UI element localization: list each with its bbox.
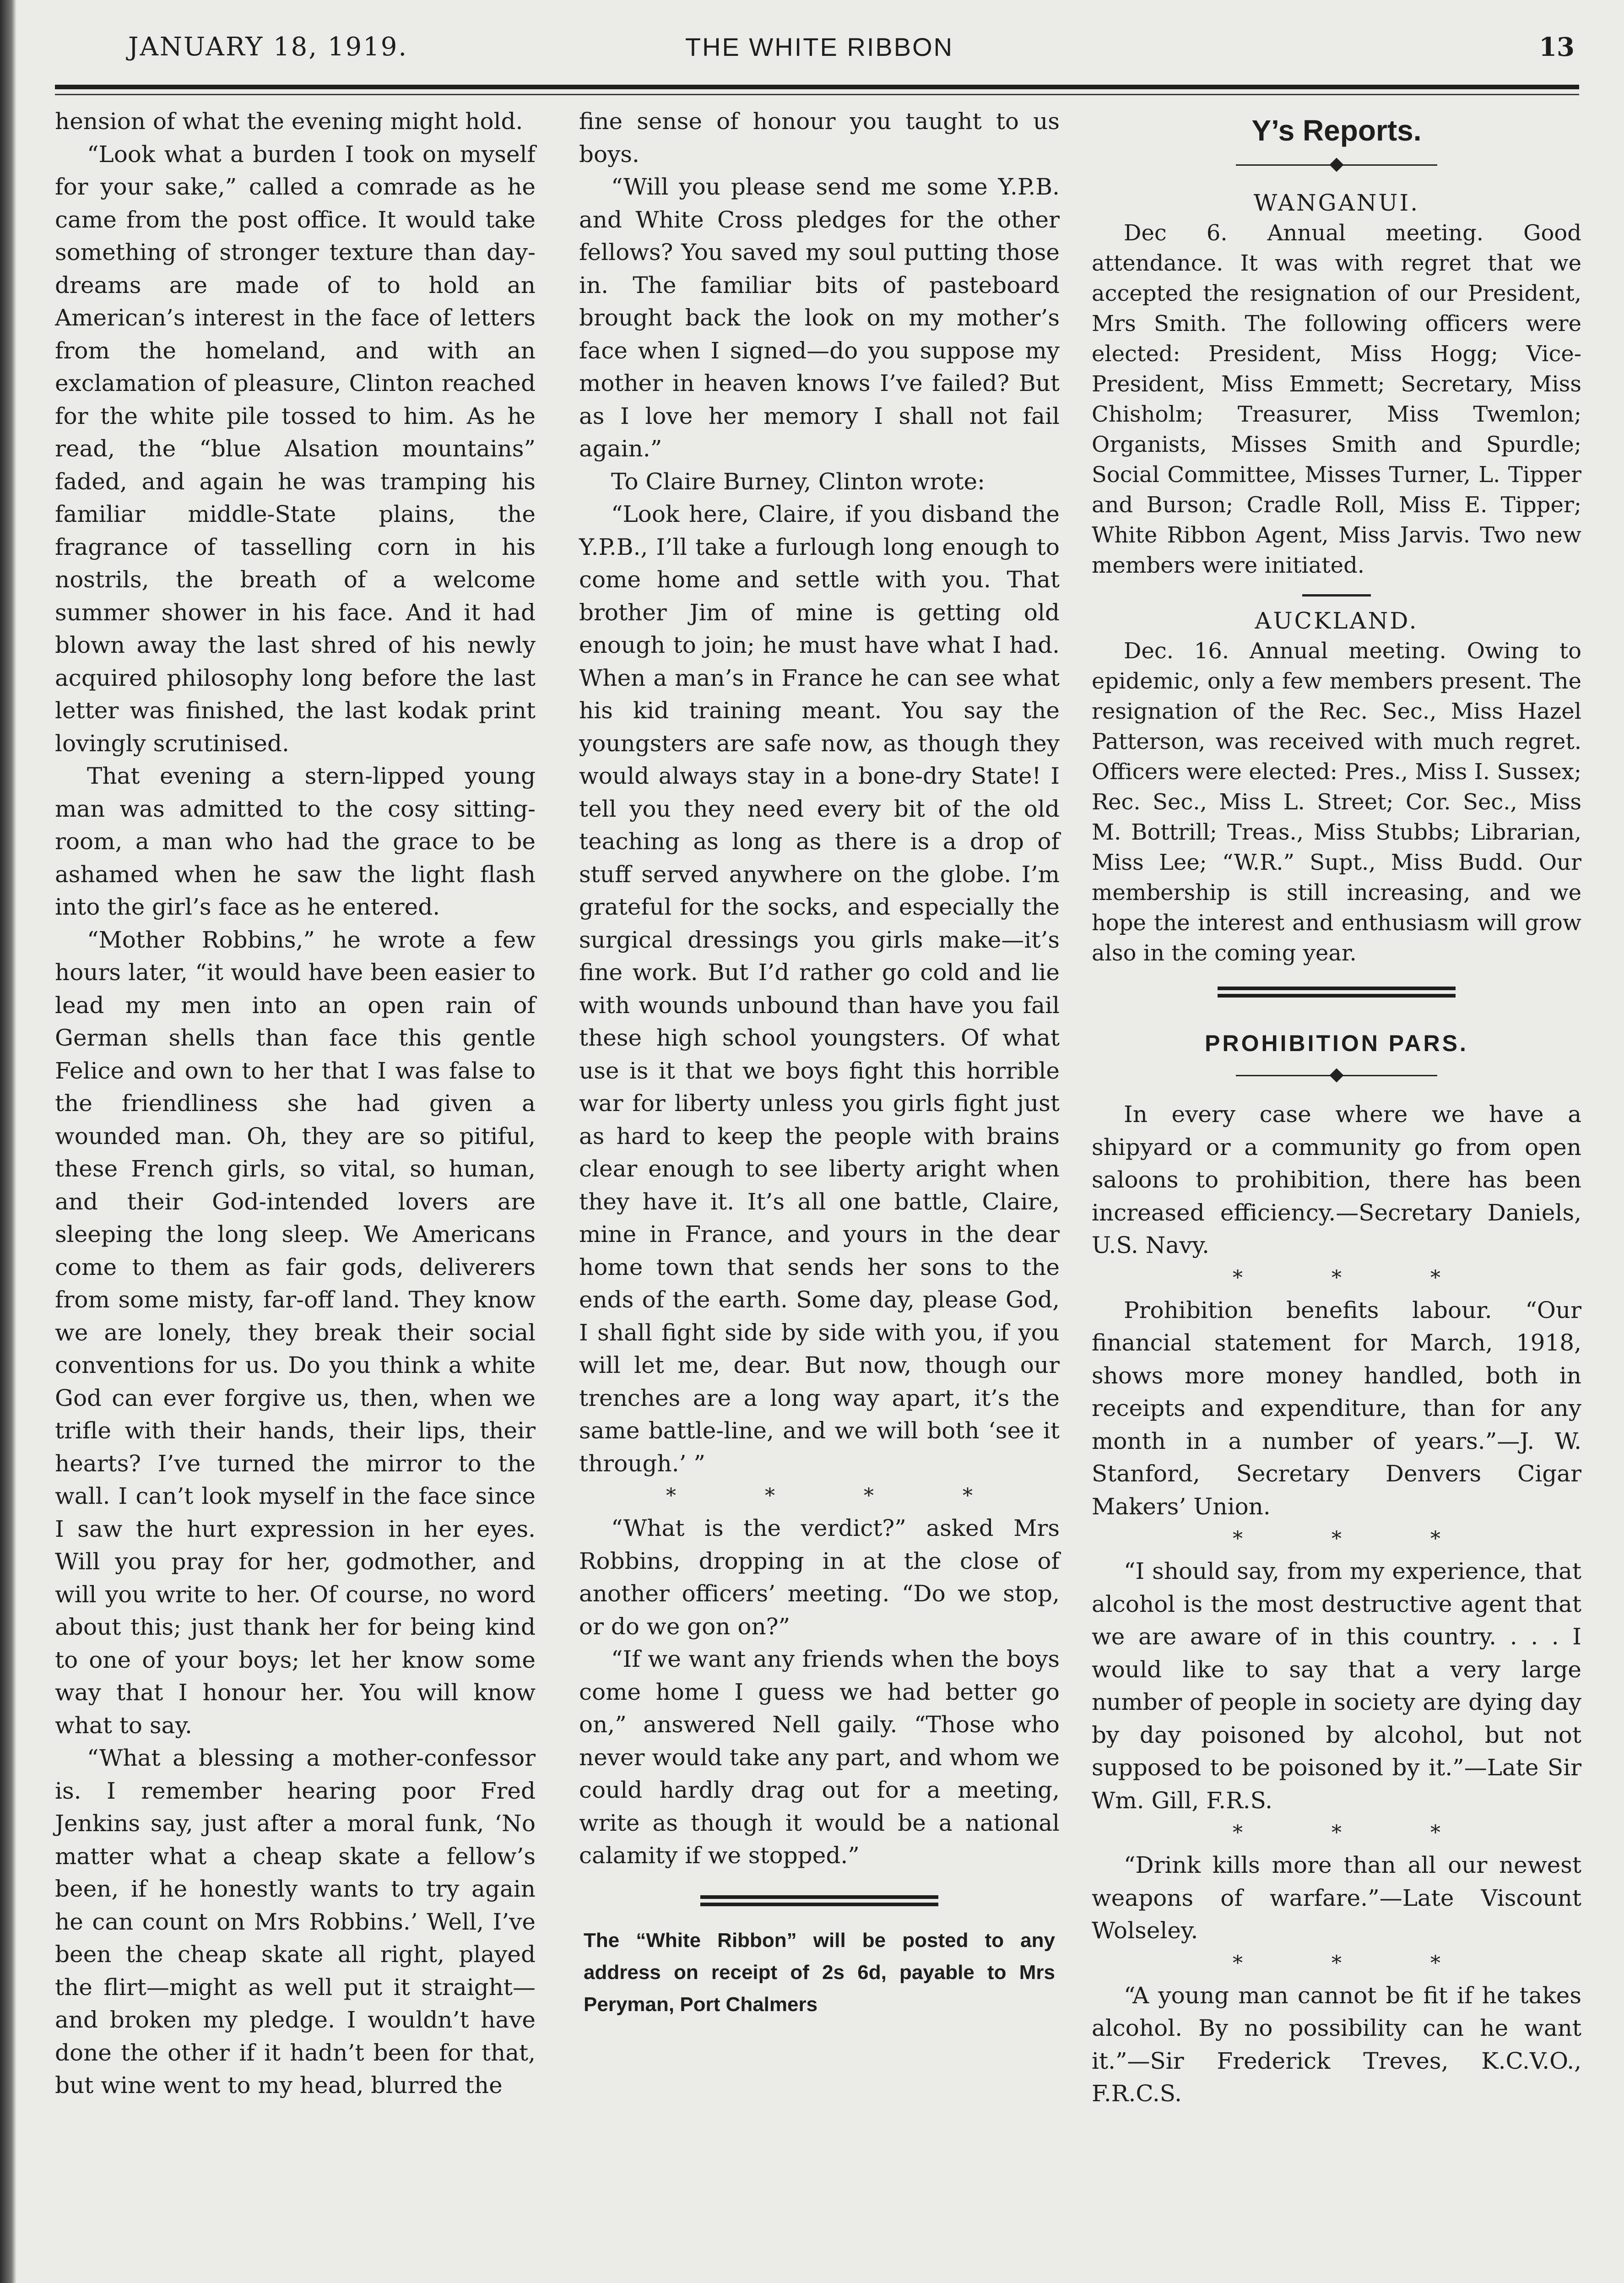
header-rule-thick — [55, 85, 1579, 89]
report-text-auckland: Dec. 16. Annual meeting. Owing to epidemic, only a few members present. The resignation of the Rec. Sec., Miss Hazel Patterson, was received with much regret. Officers were elected: Pres., Miss I. Sussex; Rec. Sec., Miss L. Street; Cor. Sec., Miss M. Bottrill; Treas., Miss Stubbs; Librarian, Miss Lee; “W.R.” Supt., Miss Budd. Our membership is still increasing, and we hope the interest and enthusiasm will grow also in the coming year. — [1092, 638, 1581, 966]
story-column-2 — [579, 105, 1060, 2021]
prohibition-pars-title: PROHIBITION PARS. — [1205, 1030, 1468, 1056]
section-break-stars: * * * * — [666, 1484, 1014, 1508]
story-paragraph: “Look what a burden I took on myself for your sake,” called a comrade as he came from the post office. It would take something of stronger texture than day-dreams are made of to hold an American’s interest in the face of letters from the homeland, and with an exclamation of pleasure, Clinton reached for the white pile tossed to him. As he read, the “blue Alsation mountains” faded, and again he was tramping his familiar middle-State plains, the fragrance of tasselling corn in his nostrils, the breath of a welcome summer shower in his face. And it had blown away the last shred of his newly acquired philosophy long before the last letter was finished, the last kodak print lovingly scrutinised. — [55, 141, 536, 757]
report-divider — [1302, 594, 1371, 597]
report-text-wanganui: Dec 6. Annual meeting. Good attendance. It was with regret that we accepted the resignation of our President, Mrs Smith. The following officers were elected: President, Miss Hogg; Vice-President, Miss Emmett; Secretary, Miss Chisholm; Treasurer, Miss Twemlon; Organists, Misses Smith and Spurdle; Social Committee, Misses Turner, L. Tipper and Burson; Cradle Roll, Miss E. Tipper; White Ribbon Agent, Miss Jarvis. Two new members were initiated. — [1092, 220, 1581, 578]
issue-date: JANUARY 18, 1919. — [128, 32, 408, 62]
masthead-title: THE WHITE RIBBON — [685, 33, 954, 61]
story-paragraph: “If we want any friends when the boys come home I guess we had better go on,” answered Nell gaily. “Those who never would take any part, and whom we could hardly drag out for a meeting, write as though it would be a national calamity if we stopped.” — [579, 1646, 1060, 1869]
par-item: Prohibition benefits labour. “Our financial statement for March, 1918, shows more money handled, both in receipts and expenditure, than for any month in a number of years.”—J. W. Stanford, Secretary Denvers Cigar Makers’ Union. — [1092, 1296, 1581, 1520]
page-spine-shadow — [0, 0, 16, 2283]
page-header — [46, 32, 1593, 73]
reports-column — [1092, 105, 1581, 2110]
story-paragraph: “What a blessing a mother-confessor is. I remember hearing poor Fred Jenkins say, just after a moral funk, ‘No matter what a cheap skate a fellow’s been, if he honestly wants to try again he can count on Mrs Robbins.’ Well, I’ve been the cheap skate all right, played the flirt—might as well put it straight—and broken my pledge. I wouldn’t have done the other if it hadn’t been for that, but wine went to my head, blurred the — [55, 1745, 536, 2099]
par-stars: * * * — [1233, 1266, 1482, 1290]
par-stars: * * * — [1233, 1821, 1482, 1844]
story-paragraph: “Will you please send me some Y.P.B. and White Cross pledges for the other fellows? You saved my soul putting those in. The familiar bits of pasteboard brought back the look on my mother’s face when I signed—do you suppose my mother in heaven knows I’ve failed? But as I love her memory I shall not fail again.” — [579, 174, 1060, 462]
story-paragraph: That evening a stern-lipped young man was admitted to the cosy sitting-room, a man who had the grace to be ashamed when he saw the light flash into the girl’s face as he entered. — [55, 763, 536, 920]
story-paragraph: “What is the verdict?” asked Mrs Robbins, dropping in at the close of another officers’ meeting. “Do we stop, or do we gon on?” — [579, 1515, 1060, 1640]
par-item: In every case where we have a shipyard or a community go from open saloons to prohibition, there has been increased efficiency.—Secretary Daniels, U.S. Navy. — [1092, 1101, 1581, 1258]
title-ornament — [1236, 156, 1437, 174]
page-number: 13 — [1539, 32, 1575, 62]
report-place-wanganui: WANGANUI. — [1253, 190, 1420, 216]
par-stars: * * * — [1233, 1951, 1482, 1975]
report-place-auckland: AUCKLAND. — [1255, 607, 1418, 634]
par-item: “Drink kills more than all our newest weapons of warfare.”—Late Viscount Wolseley. — [1092, 1852, 1581, 1944]
header-rule-thin — [55, 94, 1579, 95]
prohibition-pars-section — [1092, 1025, 1581, 2110]
par-item: “A young man cannot be fit if he takes alcohol. By no possibility can he want it.”—Sir Frederick Treves, K.C.V.O., F.R.C.S. — [1092, 1982, 1581, 2107]
story-paragraph: To Claire Burney, Clinton wrote: — [611, 468, 985, 495]
par-item: “I should say, from my experience, that alcohol is the most destructive agent that we are aware of in this country. . . . I would like to say that a very large number of people in society are dying day by day poisoned by alcohol, but not supposed to be poisoned by it.”—Late Sir Wm. Gill, F.R.S. — [1092, 1558, 1581, 1814]
par-stars: * * * — [1233, 1527, 1482, 1551]
story-column-1 — [55, 105, 536, 2102]
title-ornament — [1236, 1066, 1437, 1085]
notice-double-rule — [700, 1895, 938, 1906]
story-paragraph: hension of what the evening might hold. — [55, 108, 523, 135]
section-double-rule — [1218, 987, 1456, 998]
subscription-notice: The “White Ribbon” will be posted to any address on receipt of 2s 6d, payable to Mrs Peryman, Port Chalmers — [584, 1929, 1055, 2016]
story-paragraph: fine sense of honour you taught to us boys. — [579, 108, 1060, 168]
story-paragraph: “Mother Robbins,” he wrote a few hours later, “it would have been easier to lead my men into an open rain of German shells than face this gentle Felice and own to her that I was false to the friendliness she had given a wounded man. Oh, they are so pitiful, these French girls, so vital, so human, and their God-intended lovers are sleeping the long sleep. We Americans come to them as fair gods, deliverers from some misty, far-off land. They know we are lonely, they break their social conventions for us. Do you think a white God can ever forgive us, then, when we trifle with their hands, their lips, their hearts? I’ve turned the mirror to the wall. I can’t look myself in the face since I saw the hurt expression in her eyes. Will you pray for her, godmother, and will you write to her. Of course, no word about this; just thank her for being kind to one of your boys; let her know some way that I honour her. You will know what to say. — [55, 926, 536, 1739]
ys-reports-title: Y’s Reports. — [1251, 114, 1422, 147]
story-paragraph: “Look here, Claire, if you disband the Y.P.B., I’ll take a furlough long enough to come home and settle with you. That brother Jim of mine is getting old enough to join; he must have what I had. When a man’s in France he can see what his kid training meant. You say the youngsters are safe now, as though they would always stay in a bone-dry State! I tell you they need every bit of the old teaching as long as there is a drop of stuff served anywhere on the globe. I’m grateful for the socks, and especially the surgical dressings you girls make—it’s fine work. But I’d rather go cold and lie with wounds unbound than have you fail these high school youngsters. Of what use is it that we boys fight this horrible war for liberty unless you girls fight just as hard to keep the people with brains clear enough to see liberty aright when they have it. It’s all one battle, Claire, mine in France, and yours in the dear home town that sends her sons to the ends of the earth. Some day, please God, I shall fight side by side with you, if you will let me, dear. But now, though our trenches are a long way apart, it’s the same battle-line, and we will both ‘see it through.’ ” — [579, 501, 1060, 1477]
